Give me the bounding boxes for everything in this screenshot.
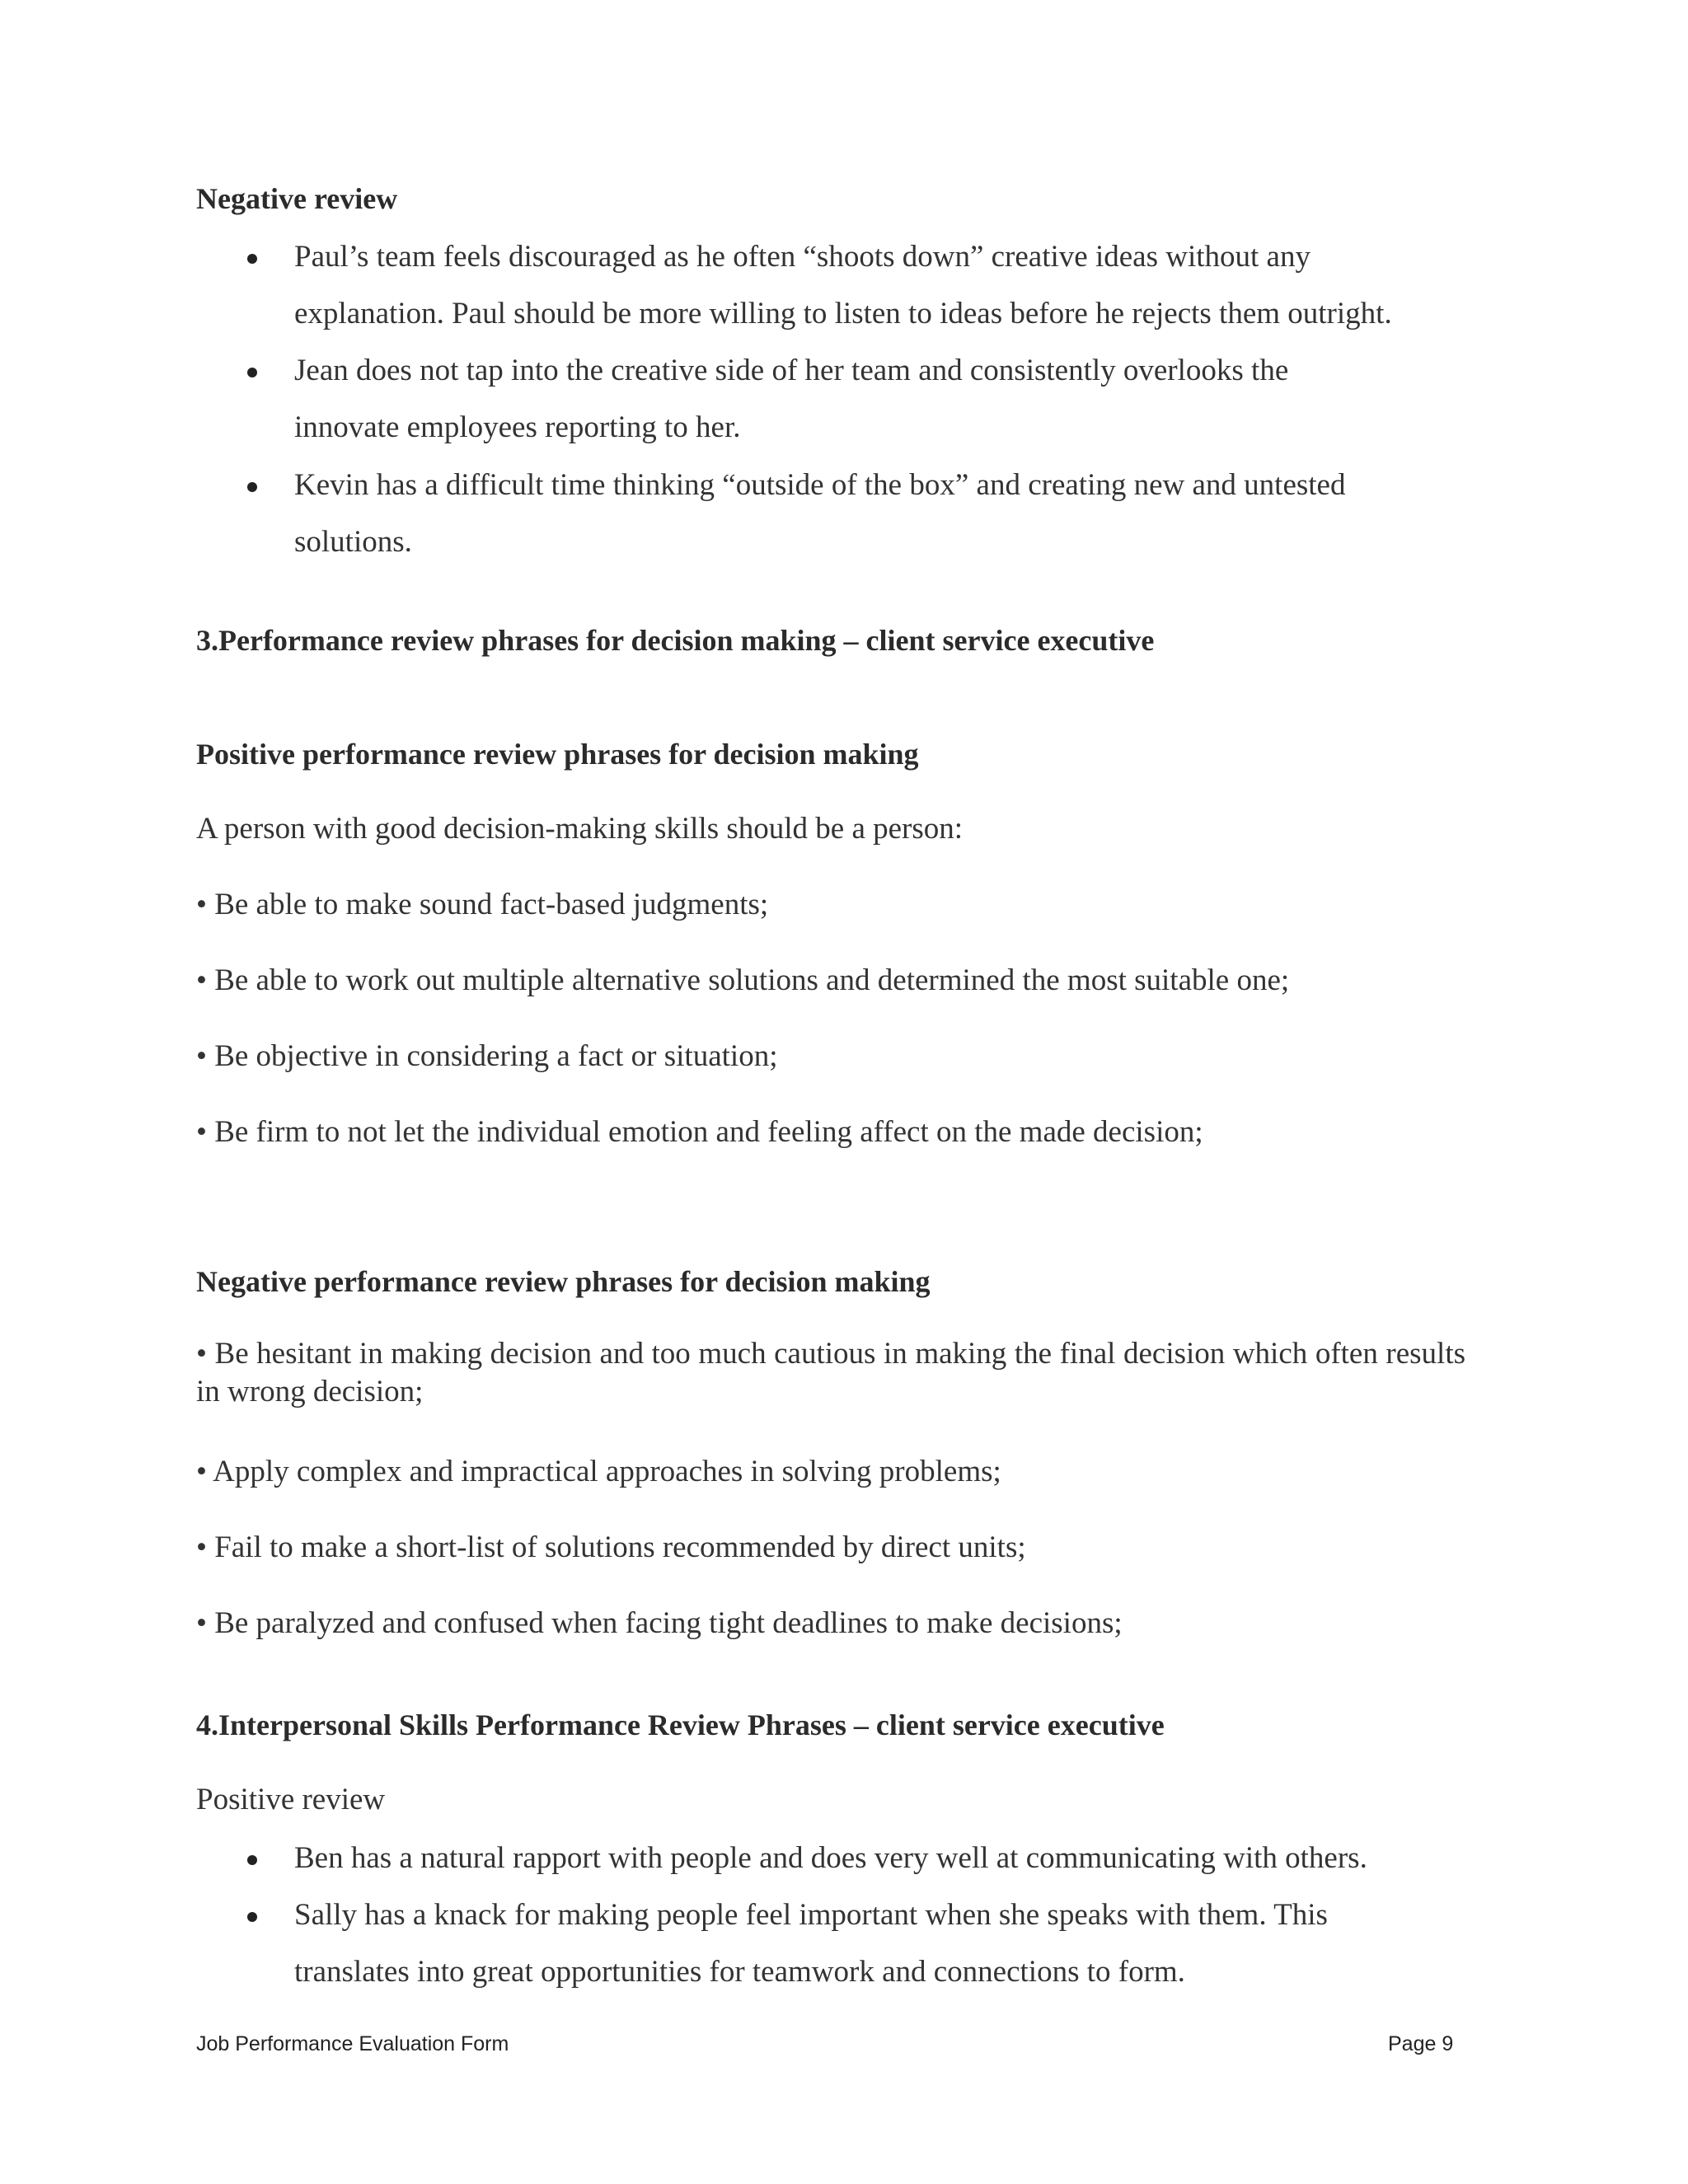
bullet-icon — [247, 1855, 257, 1865]
negative-review-item-2-line-2: innovate employees reporting to her. — [294, 410, 741, 444]
section-4-heading: 4.Interpersonal Skills Performance Review Phrases – client service executive — [196, 1708, 1165, 1741]
page-number: Page 9 — [1388, 2032, 1454, 2055]
negative-decision-item-4: • Be paralyzed and confused when facing tight deadlines to make decisions; — [196, 1606, 1123, 1640]
negative-review-item-1-line-2: explanation. Paul should be more willing to listen to ideas before he rejects them outright. — [294, 297, 1392, 330]
bullet-icon — [247, 482, 257, 492]
positive-review-label: Positive review — [196, 1783, 386, 1816]
negative-review-item-3-line-2: solutions. — [294, 525, 412, 559]
positive-decision-item-2: • Be able to work out multiple alternative solutions and determined the most suitable one; — [196, 963, 1290, 997]
bullet-icon — [247, 1912, 257, 1922]
bullet-icon — [247, 368, 257, 377]
bullet-icon — [247, 254, 257, 264]
interpersonal-item-2-line-1: Sally has a knack for making people feel important when she speaks with them. This — [294, 1898, 1328, 1932]
interpersonal-item-2-line-2: translates into great opportunities for teamwork and connections to form. — [294, 1955, 1185, 1989]
negative-review-heading: Negative review — [196, 182, 398, 215]
positive-decision-item-1: • Be able to make sound fact-based judgments; — [196, 888, 769, 921]
negative-review-item-2-line-1: Jean does not tap into the creative side of her team and consistently overlooks the — [294, 354, 1289, 387]
positive-decision-item-3: • Be objective in considering a fact or situation; — [196, 1039, 778, 1073]
negative-decision-heading: Negative performance review phrases for decision making — [196, 1265, 931, 1298]
negative-review-item-3-line-1: Kevin has a difficult time thinking “outside of the box” and creating new and untested — [294, 468, 1346, 502]
positive-decision-item-4: • Be firm to not let the individual emotion and feeling affect on the made decision; — [196, 1115, 1203, 1149]
interpersonal-item-1-line-1: Ben has a natural rapport with people and does very well at communicating with others. — [294, 1841, 1367, 1875]
negative-decision-item-2: • Apply complex and impractical approaches in solving problems; — [196, 1455, 1001, 1488]
positive-decision-intro: A person with good decision-making skills should be a person: — [196, 812, 964, 846]
negative-decision-item-3: • Fail to make a short-list of solutions recommended by direct units; — [196, 1530, 1026, 1564]
negative-decision-item-1: • Be hesitant in making decision and too much cautious in making the final decision which often results in wrong decision; — [196, 1337, 1465, 1408]
negative-review-item-1-line-1: Paul’s team feels discouraged as he often “shoots down” creative ideas without any — [294, 240, 1311, 274]
section-3-heading: 3.Performance review phrases for decision making – client service executive — [196, 624, 1155, 657]
footer-title: Job Performance Evaluation Form — [196, 2032, 509, 2055]
positive-decision-heading: Positive performance review phrases for decision making — [196, 738, 919, 771]
